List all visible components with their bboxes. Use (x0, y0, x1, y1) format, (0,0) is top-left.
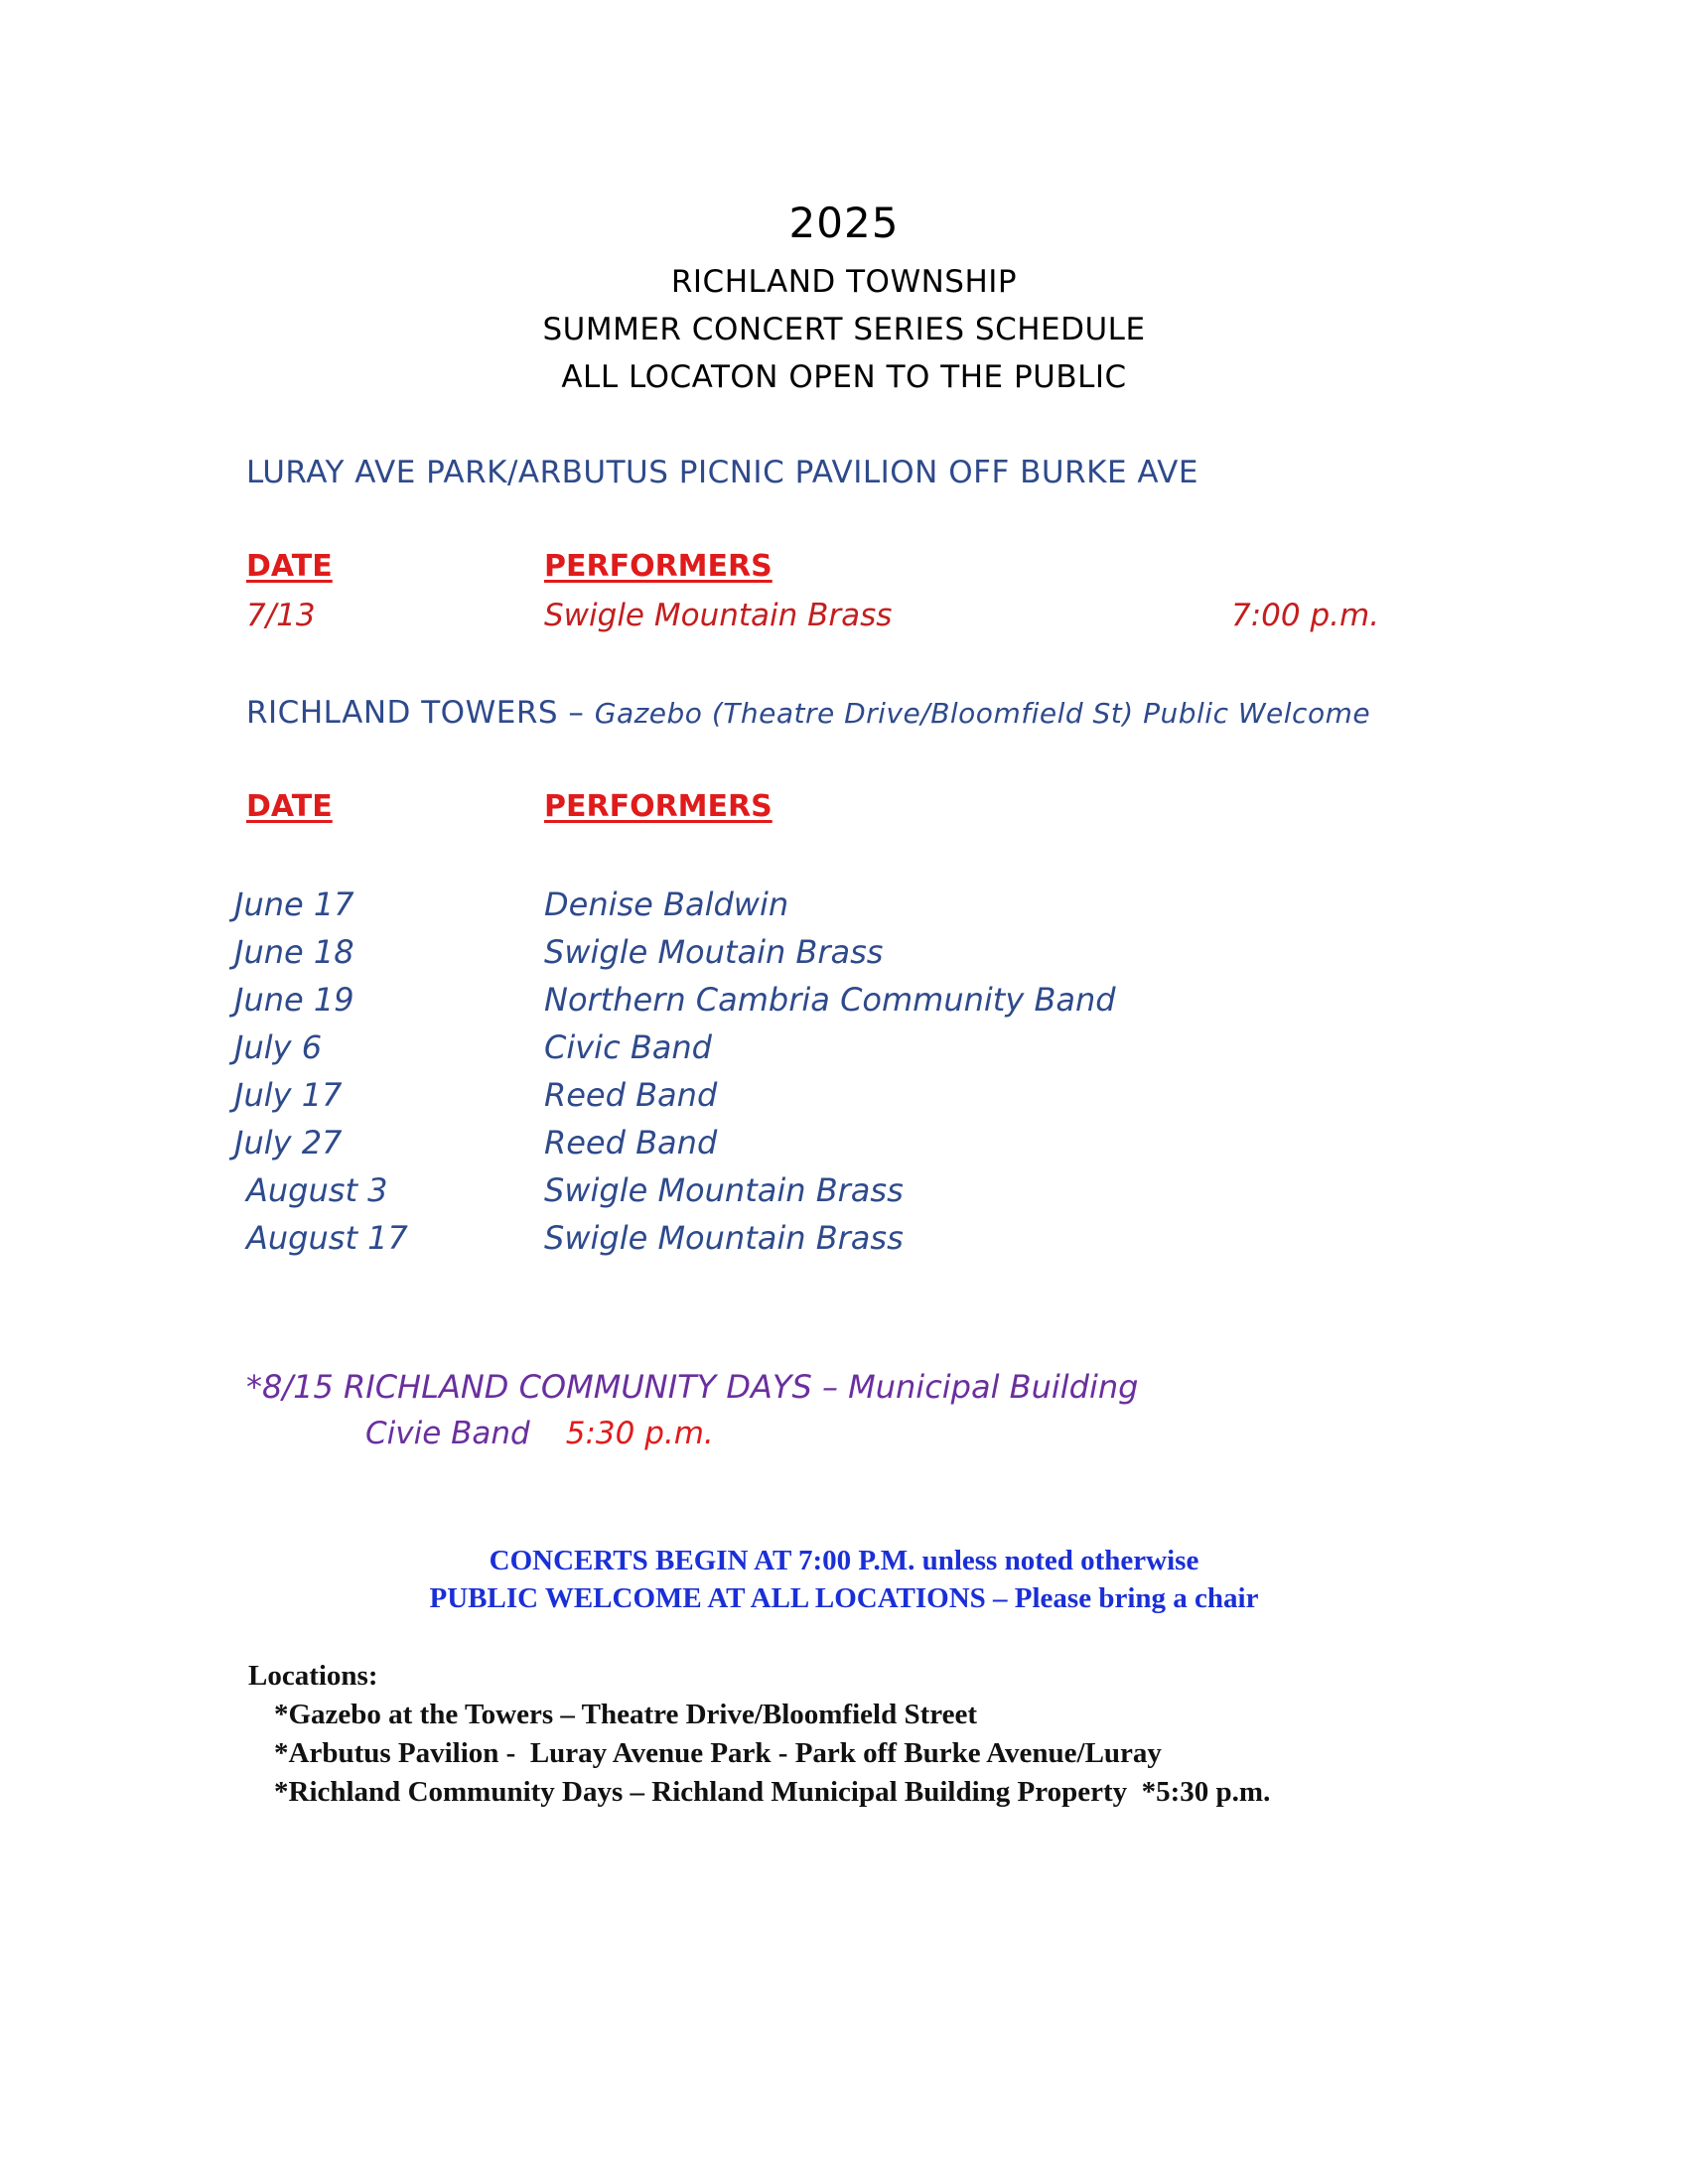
location-item: *Richland Community Days – Richland Municipal Building Property *5:30 p.m. (274, 1776, 1271, 1808)
section2-heading-main: RICHLAND TOWERS – (246, 695, 595, 731)
section2-heading-sub: Gazebo (Theatre Drive/Bloomfield St) Public Welcome (594, 697, 1371, 730)
section2-heading (246, 695, 1370, 731)
locations-title: Locations: (248, 1660, 378, 1692)
schedule-performer: Northern Cambria Community Band (544, 981, 1116, 1019)
schedule-performer: Reed Band (544, 1076, 718, 1114)
schedule-date: July 17 (234, 1076, 343, 1114)
section1-row-time: 7:00 p.m. (1231, 598, 1380, 633)
title-series: SUMMER CONCERT SERIES SCHEDULE (542, 312, 1146, 347)
schedule-performer: Swigle Moutain Brass (544, 933, 884, 971)
section2-performers-header: PERFORMERS (544, 789, 773, 824)
schedule-date: June 17 (234, 886, 354, 923)
location-item: *Arbutus Pavilion - Luray Avenue Park - Park off Burke Avenue/Luray (274, 1737, 1162, 1769)
schedule-date: August 17 (246, 1219, 408, 1257)
page-year: 2025 (788, 199, 900, 247)
section1-row-performer: Swigle Mountain Brass (544, 598, 893, 633)
section2-date-header: DATE (246, 789, 333, 824)
schedule-performer: Denise Baldwin (544, 886, 789, 923)
schedule-date: August 3 (246, 1171, 388, 1209)
schedule-performer: Swigle Mountain Brass (544, 1219, 904, 1257)
location-item: *Gazebo at the Towers – Theatre Drive/Bloomfield Street (274, 1699, 977, 1730)
schedule-performer: Civic Band (544, 1028, 712, 1066)
community-days-band: Civie Band (365, 1416, 530, 1451)
schedule-performer: Reed Band (544, 1124, 718, 1161)
community-days-heading: *8/15 RICHLAND COMMUNITY DAYS – Municipal Building (246, 1368, 1139, 1406)
section1-date-header: DATE (246, 549, 333, 584)
schedule-date: July 27 (234, 1124, 343, 1161)
section1-performers-header: PERFORMERS (544, 549, 773, 584)
community-days-time: 5:30 p.m. (565, 1416, 714, 1451)
section1-row-date: 7/13 (246, 598, 316, 633)
section1-heading: LURAY AVE PARK/ARBUTUS PICNIC PAVILION OFF BURKE AVE (246, 455, 1198, 490)
schedule-performer: Swigle Mountain Brass (544, 1171, 904, 1209)
title-township: RICHLAND TOWNSHIP (670, 264, 1018, 300)
schedule-date: June 19 (234, 981, 354, 1019)
schedule-date: June 18 (234, 933, 354, 971)
schedule-date: July 6 (234, 1028, 323, 1066)
title-public-note: ALL LOCATON OPEN TO THE PUBLIC (561, 359, 1127, 395)
notice-start-time: CONCERTS BEGIN AT 7:00 P.M. unless noted otherwise (489, 1545, 1199, 1576)
notice-public-welcome: PUBLIC WELCOME AT ALL LOCATIONS – Please bring a chair (429, 1582, 1259, 1614)
community-days-detail (365, 1416, 714, 1451)
